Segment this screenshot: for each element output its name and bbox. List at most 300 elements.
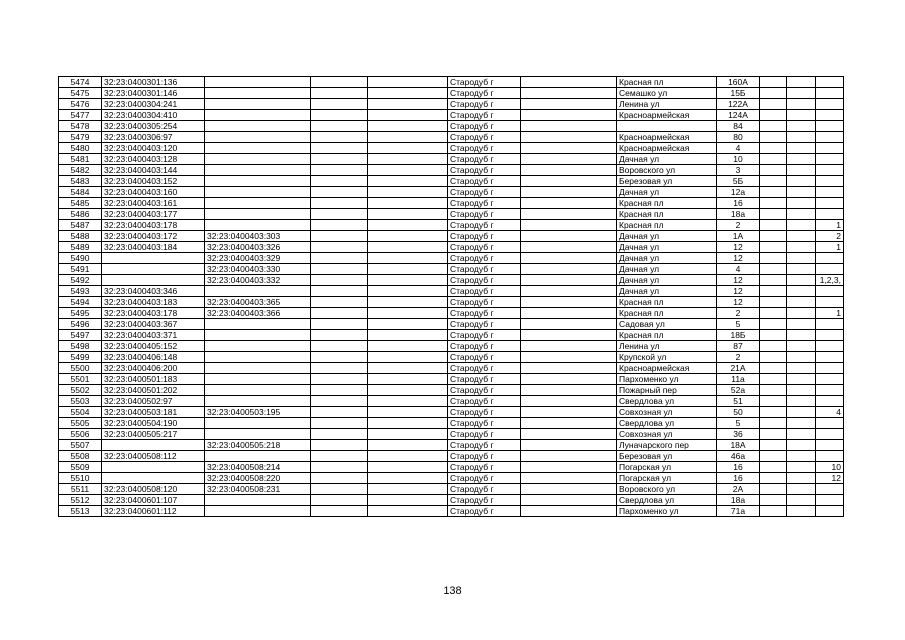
cell-apartment	[816, 418, 844, 429]
cell-cadastral-1	[102, 462, 205, 473]
cell-empty	[787, 308, 816, 319]
cell-empty	[760, 363, 787, 374]
cell-house: 5Б	[717, 176, 760, 187]
table-row	[59, 385, 844, 396]
cell-cadastral-1: 32:23:0400403:178	[102, 220, 205, 231]
cell-apartment	[816, 143, 844, 154]
cell-cadastral-1	[102, 253, 205, 264]
cell-empty	[787, 99, 816, 110]
cell-apartment	[816, 385, 844, 396]
cell-empty	[760, 154, 787, 165]
cell-cadastral-2	[205, 319, 311, 330]
table-row	[59, 187, 844, 198]
cell-empty	[311, 440, 368, 451]
cell-city: Стародуб г	[448, 187, 521, 198]
cell-house: 18а	[717, 209, 760, 220]
cell-apartment	[816, 253, 844, 264]
cell-number: 5501	[59, 374, 102, 385]
cell-street: Дачная ул	[617, 253, 717, 264]
cell-empty	[368, 506, 448, 517]
cell-cadastral-1: 32:23:0400406:200	[102, 363, 205, 374]
cell-house: 87	[717, 341, 760, 352]
cell-cadastral-1: 32:23:0400405:152	[102, 341, 205, 352]
cell-street: Красноармейская	[617, 132, 717, 143]
cell-cadastral-2: 32:23:0400403:330	[205, 264, 311, 275]
cell-house: 3	[717, 165, 760, 176]
cell-house: 84	[717, 121, 760, 132]
cell-apartment	[816, 99, 844, 110]
table-row	[59, 473, 844, 484]
cell-number: 5492	[59, 275, 102, 286]
cell-empty	[521, 429, 617, 440]
cell-apartment	[816, 352, 844, 363]
cell-city: Стародуб г	[448, 330, 521, 341]
cell-number: 5506	[59, 429, 102, 440]
table-row	[59, 506, 844, 517]
cell-empty	[787, 495, 816, 506]
cell-number: 5482	[59, 165, 102, 176]
cell-empty	[787, 143, 816, 154]
cell-apartment	[816, 198, 844, 209]
cell-empty	[368, 99, 448, 110]
cell-empty	[787, 187, 816, 198]
table-row	[59, 308, 844, 319]
cell-house: 12	[717, 297, 760, 308]
cell-empty	[368, 209, 448, 220]
cell-cadastral-2	[205, 198, 311, 209]
cell-apartment: 4	[816, 407, 844, 418]
cell-street: Красноармейская	[617, 143, 717, 154]
cell-empty	[787, 330, 816, 341]
cell-empty	[311, 220, 368, 231]
cell-empty	[787, 176, 816, 187]
cell-empty	[368, 308, 448, 319]
cell-street: Дачная ул	[617, 275, 717, 286]
cell-apartment	[816, 451, 844, 462]
cell-empty	[760, 121, 787, 132]
cell-empty	[521, 110, 617, 121]
cell-empty	[311, 99, 368, 110]
cell-empty	[760, 374, 787, 385]
cell-number: 5505	[59, 418, 102, 429]
cell-empty	[521, 473, 617, 484]
table-row	[59, 242, 844, 253]
cell-house: 5	[717, 319, 760, 330]
cell-street: Свердлова ул	[617, 396, 717, 407]
cell-street: Семашко ул	[617, 88, 717, 99]
cell-empty	[787, 286, 816, 297]
cell-empty	[368, 418, 448, 429]
cell-empty	[368, 451, 448, 462]
cell-cadastral-1: 32:23:0400505:217	[102, 429, 205, 440]
cell-empty	[787, 451, 816, 462]
cell-empty	[311, 418, 368, 429]
cell-apartment: 1	[816, 242, 844, 253]
cell-empty	[760, 308, 787, 319]
cell-house: 18А	[717, 440, 760, 451]
cell-house: 15Б	[717, 88, 760, 99]
cell-street: Ленина ул	[617, 99, 717, 110]
cell-house: 52а	[717, 385, 760, 396]
cell-number: 5480	[59, 143, 102, 154]
cell-empty	[787, 154, 816, 165]
cell-number: 5504	[59, 407, 102, 418]
table-row	[59, 198, 844, 209]
cell-empty	[760, 99, 787, 110]
cell-cadastral-1: 32:23:0400403:128	[102, 154, 205, 165]
cell-empty	[368, 330, 448, 341]
cell-empty	[760, 495, 787, 506]
table-row	[59, 440, 844, 451]
cell-empty	[787, 77, 816, 88]
cell-cadastral-1: 32:23:0400305:254	[102, 121, 205, 132]
cell-empty	[521, 88, 617, 99]
table-row	[59, 341, 844, 352]
cell-empty	[787, 253, 816, 264]
cell-number: 5485	[59, 198, 102, 209]
cell-number: 5486	[59, 209, 102, 220]
cell-empty	[368, 396, 448, 407]
cell-number: 5495	[59, 308, 102, 319]
cell-empty	[760, 88, 787, 99]
cell-empty	[311, 165, 368, 176]
cell-cadastral-2	[205, 165, 311, 176]
cell-street: Дачная ул	[617, 264, 717, 275]
cell-empty	[311, 253, 368, 264]
page-number: 138	[443, 585, 462, 597]
cell-apartment: 1	[816, 220, 844, 231]
cell-empty	[521, 121, 617, 132]
cell-empty	[368, 77, 448, 88]
cell-cadastral-1: 32:23:0400503:181	[102, 407, 205, 418]
cell-cadastral-2	[205, 385, 311, 396]
cell-street: Красная пл	[617, 330, 717, 341]
cell-apartment: 1,2,3,	[816, 275, 844, 286]
cell-empty	[787, 385, 816, 396]
cell-city: Стародуб г	[448, 473, 521, 484]
cell-cadastral-1	[102, 473, 205, 484]
cell-empty	[787, 418, 816, 429]
cell-empty	[311, 286, 368, 297]
cell-empty	[521, 187, 617, 198]
cell-empty	[311, 209, 368, 220]
cell-cadastral-2	[205, 429, 311, 440]
cell-house: 160А	[717, 77, 760, 88]
cell-apartment	[816, 319, 844, 330]
cell-street: Березовая ул	[617, 176, 717, 187]
table-row	[59, 407, 844, 418]
cell-cadastral-2	[205, 154, 311, 165]
cell-empty	[311, 143, 368, 154]
cell-cadastral-1: 32:23:0400306:97	[102, 132, 205, 143]
cell-street: Ленина ул	[617, 341, 717, 352]
cell-city: Стародуб г	[448, 110, 521, 121]
cell-cadastral-1: 32:23:0400601:112	[102, 506, 205, 517]
cell-empty	[760, 143, 787, 154]
cell-empty	[368, 198, 448, 209]
cell-empty	[787, 407, 816, 418]
cell-empty	[787, 297, 816, 308]
cell-apartment	[816, 495, 844, 506]
cell-empty	[760, 220, 787, 231]
cell-city: Стародуб г	[448, 352, 521, 363]
cell-cadastral-1	[102, 275, 205, 286]
cell-empty	[368, 154, 448, 165]
cell-apartment	[816, 121, 844, 132]
cell-empty	[368, 363, 448, 374]
cell-number: 5483	[59, 176, 102, 187]
cell-empty	[760, 253, 787, 264]
cell-apartment	[816, 440, 844, 451]
cell-house: 71а	[717, 506, 760, 517]
cell-empty	[311, 473, 368, 484]
cell-street: Красная пл	[617, 77, 717, 88]
cell-empty	[368, 297, 448, 308]
cell-cadastral-1: 32:23:0400403:183	[102, 297, 205, 308]
cell-cadastral-2	[205, 143, 311, 154]
cell-empty	[760, 352, 787, 363]
cell-empty	[760, 418, 787, 429]
table-row	[59, 352, 844, 363]
table-row	[59, 143, 844, 154]
cell-house: 16	[717, 473, 760, 484]
cell-empty	[521, 506, 617, 517]
cell-empty	[311, 451, 368, 462]
cell-apartment	[816, 484, 844, 495]
cell-empty	[787, 275, 816, 286]
cell-street: Садовая ул	[617, 319, 717, 330]
cell-cadastral-2: 32:23:0400403:366	[205, 308, 311, 319]
cell-empty	[311, 407, 368, 418]
cell-city: Стародуб г	[448, 319, 521, 330]
cell-city: Стародуб г	[448, 231, 521, 242]
cell-number: 5508	[59, 451, 102, 462]
cell-street: Красная пл	[617, 297, 717, 308]
cell-house: 2	[717, 352, 760, 363]
cell-city: Стародуб г	[448, 264, 521, 275]
cell-cadastral-2: 32:23:0400508:220	[205, 473, 311, 484]
cell-house: 16	[717, 198, 760, 209]
cell-cadastral-2: 32:23:0400508:214	[205, 462, 311, 473]
cell-number: 5478	[59, 121, 102, 132]
cell-city: Стародуб г	[448, 506, 521, 517]
cell-empty	[368, 440, 448, 451]
cell-street	[617, 121, 717, 132]
cell-number: 5509	[59, 462, 102, 473]
cell-empty	[311, 198, 368, 209]
cell-empty	[368, 264, 448, 275]
cell-apartment	[816, 363, 844, 374]
cell-cadastral-2	[205, 88, 311, 99]
cell-city: Стародуб г	[448, 396, 521, 407]
cell-cadastral-1: 32:23:0400403:371	[102, 330, 205, 341]
cell-empty	[311, 88, 368, 99]
cell-city: Стародуб г	[448, 363, 521, 374]
cell-cadastral-2	[205, 187, 311, 198]
cell-street: Луначарского пер	[617, 440, 717, 451]
cell-empty	[760, 209, 787, 220]
cell-empty	[760, 385, 787, 396]
cell-cadastral-2: 32:23:0400505:218	[205, 440, 311, 451]
table-row	[59, 231, 844, 242]
cell-empty	[521, 308, 617, 319]
cell-house: 46а	[717, 451, 760, 462]
cell-number: 5503	[59, 396, 102, 407]
cell-city: Стародуб г	[448, 77, 521, 88]
cell-empty	[311, 341, 368, 352]
cell-cadastral-1: 32:23:0400304:410	[102, 110, 205, 121]
cell-empty	[521, 319, 617, 330]
cell-empty	[760, 176, 787, 187]
cell-city: Стародуб г	[448, 495, 521, 506]
cell-street: Совхозная ул	[617, 429, 717, 440]
cell-empty	[760, 330, 787, 341]
cell-street: Пожарный пер	[617, 385, 717, 396]
cell-empty	[368, 110, 448, 121]
cell-empty	[760, 110, 787, 121]
cell-number: 5490	[59, 253, 102, 264]
cell-empty	[787, 429, 816, 440]
cell-empty	[368, 165, 448, 176]
cell-empty	[368, 352, 448, 363]
cell-empty	[521, 143, 617, 154]
cell-number: 5512	[59, 495, 102, 506]
table-row	[59, 209, 844, 220]
cell-city: Стародуб г	[448, 198, 521, 209]
cell-empty	[368, 121, 448, 132]
cell-city: Стародуб г	[448, 143, 521, 154]
cell-house: 2А	[717, 484, 760, 495]
cell-empty	[368, 319, 448, 330]
cell-empty	[787, 242, 816, 253]
cell-cadastral-1: 32:23:0400501:183	[102, 374, 205, 385]
cell-street: Дачная ул	[617, 242, 717, 253]
cell-city: Стародуб г	[448, 418, 521, 429]
cell-cadastral-1: 32:23:0400403:120	[102, 143, 205, 154]
cell-empty	[760, 77, 787, 88]
cell-empty	[787, 506, 816, 517]
cell-apartment	[816, 77, 844, 88]
cell-empty	[368, 242, 448, 253]
cell-street: Красноармейская	[617, 363, 717, 374]
cell-empty	[787, 121, 816, 132]
cell-empty	[521, 198, 617, 209]
cell-cadastral-2: 32:23:0400403:329	[205, 253, 311, 264]
cell-street: Красная пл	[617, 209, 717, 220]
cell-city: Стародуб г	[448, 121, 521, 132]
cell-empty	[311, 176, 368, 187]
cell-cadastral-1: 32:23:0400504:190	[102, 418, 205, 429]
cell-empty	[760, 440, 787, 451]
cell-number: 5502	[59, 385, 102, 396]
cell-city: Стародуб г	[448, 165, 521, 176]
cell-empty	[521, 275, 617, 286]
cell-apartment	[816, 187, 844, 198]
cell-empty	[368, 143, 448, 154]
cell-empty	[311, 275, 368, 286]
cell-number: 5498	[59, 341, 102, 352]
cell-cadastral-2	[205, 506, 311, 517]
cell-city: Стародуб г	[448, 374, 521, 385]
cell-cadastral-2	[205, 341, 311, 352]
table-row	[59, 319, 844, 330]
cell-house: 5	[717, 418, 760, 429]
table-row	[59, 330, 844, 341]
cell-apartment	[816, 110, 844, 121]
cell-cadastral-1: 32:23:0400403:144	[102, 165, 205, 176]
cell-cadastral-1: 32:23:0400304:241	[102, 99, 205, 110]
cell-cadastral-1: 32:23:0400301:146	[102, 88, 205, 99]
cell-cadastral-1: 32:23:0400601:107	[102, 495, 205, 506]
cell-number: 5510	[59, 473, 102, 484]
cell-city: Стародуб г	[448, 275, 521, 286]
cell-empty	[311, 308, 368, 319]
cell-city: Стародуб г	[448, 385, 521, 396]
cell-empty	[368, 495, 448, 506]
cell-empty	[521, 363, 617, 374]
cell-cadastral-1: 32:23:0400403:178	[102, 308, 205, 319]
table-row	[59, 132, 844, 143]
cell-empty	[787, 352, 816, 363]
table-row	[59, 220, 844, 231]
cell-cadastral-1: 32:23:0400501:202	[102, 385, 205, 396]
cell-street: Дачная ул	[617, 286, 717, 297]
cell-cadastral-1: 32:23:0400403:367	[102, 319, 205, 330]
cell-cadastral-2	[205, 363, 311, 374]
cell-cadastral-2	[205, 132, 311, 143]
cell-empty	[368, 341, 448, 352]
cell-house: 18а	[717, 495, 760, 506]
cell-empty	[521, 154, 617, 165]
cell-house: 1А	[717, 231, 760, 242]
cell-empty	[521, 418, 617, 429]
cell-cadastral-1: 32:23:0400403:172	[102, 231, 205, 242]
cell-empty	[760, 231, 787, 242]
cell-empty	[760, 297, 787, 308]
cell-city: Стародуб г	[448, 440, 521, 451]
cell-number: 5511	[59, 484, 102, 495]
cell-empty	[368, 473, 448, 484]
cell-street: Дачная ул	[617, 154, 717, 165]
cell-empty	[760, 484, 787, 495]
cell-empty	[521, 297, 617, 308]
cell-number: 5497	[59, 330, 102, 341]
cell-cadastral-1: 32:23:0400403:161	[102, 198, 205, 209]
cell-number: 5476	[59, 99, 102, 110]
register-rows	[59, 77, 844, 517]
table-row	[59, 275, 844, 286]
cell-number: 5496	[59, 319, 102, 330]
cell-cadastral-2	[205, 121, 311, 132]
cell-empty	[521, 165, 617, 176]
cell-empty	[368, 429, 448, 440]
cell-empty	[311, 187, 368, 198]
cell-city: Стародуб г	[448, 253, 521, 264]
cell-city: Стародуб г	[448, 308, 521, 319]
cell-apartment	[816, 176, 844, 187]
cell-street: Погарская ул	[617, 462, 717, 473]
cell-cadastral-2	[205, 418, 311, 429]
cell-apartment	[816, 429, 844, 440]
cell-city: Стародуб г	[448, 176, 521, 187]
cell-empty	[760, 451, 787, 462]
cell-apartment	[816, 165, 844, 176]
cell-house: 10	[717, 154, 760, 165]
cell-empty	[521, 385, 617, 396]
cell-house: 18Б	[717, 330, 760, 341]
cell-cadastral-1: 32:23:0400403:160	[102, 187, 205, 198]
cell-city: Стародуб г	[448, 88, 521, 99]
